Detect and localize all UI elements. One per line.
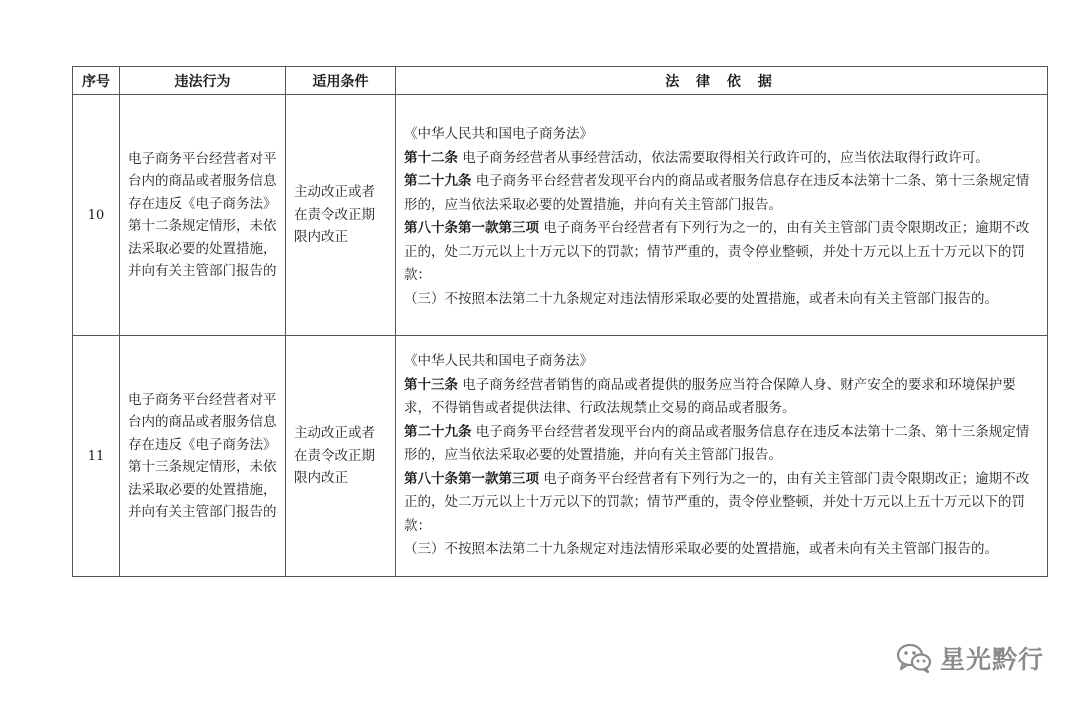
article-text: 电子商务平台经营者有下列行为之一的，由有关主管部门责令限期改正；逾期不改正的，处二万元以上十万元以下的罚款；情节严重的，责令停业整顿，并处十万元以上五十万元以下的罚款： [404,220,1030,283]
basis-paragraph [404,123,1039,147]
table-row [73,336,1048,577]
article-lead: 第十二条 [404,149,458,166]
article-lead: 第十三条 [404,376,458,393]
legal-basis [396,336,1048,577]
article-text: 电子商务经营者从事经营活动，依法需要取得相关行政许可的，应当依法取得行政许可。 [458,149,989,166]
header-violation: 违法行为 [120,67,286,95]
article-lead: 第八十条第一款第三项 [404,470,539,487]
basis-paragraph [404,147,1039,171]
basis-paragraph [404,374,1039,421]
article-text: （三）不按照本法第二十九条规定对违法情形采取必要的处置措施，或者未向有关主管部门报告的。 [404,541,998,558]
table-row [73,95,1048,336]
article-text: 《中华人民共和国电子商务法》 [404,126,593,142]
header-no: 序号 [73,67,120,95]
article-text: 电子商务平台经营者发现平台内的商品或者服务信息存在违反本法第十二条、第十三条规定情形的，应当依法采取必要的处置措施，并向有关主管部门报告。 [404,423,1030,464]
law-table [72,66,1048,577]
row-number: 11 [73,336,120,577]
article-lead: 第二十九条 [404,423,472,440]
wechat-icon [896,642,932,674]
condition-text: 主动改正或者在责令改正期限内改正 [286,336,396,577]
basis-paragraph [404,421,1039,468]
article-text: （三）不按照本法第二十九条规定对违法情形采取必要的处置措施，或者未向有关主管部门报告的。 [404,290,998,307]
basis-paragraph [404,350,1039,374]
basis-paragraph [404,170,1039,217]
basis-paragraph [404,288,1039,312]
basis-paragraph [404,468,1039,539]
row-number: 10 [73,95,120,336]
header-legal-basis: 法 律 依 据 [396,67,1048,95]
header-row [73,67,1048,95]
violation-text: 电子商务平台经营者对平台内的商品或者服务信息存在违反《电子商务法》第十三条规定情形，未依法采取必要的处置措施，并向有关主管部门报告的 [120,336,286,577]
legal-basis [396,95,1048,336]
article-text: 电子商务平台经营者发现平台内的商品或者服务信息存在违反本法第十二条、第十三条规定情形的，应当依法采取必要的处置措施，并向有关主管部门报告。 [404,173,1030,213]
article-lead: 第八十条第一款第三项 [404,220,539,236]
article-text: 电子商务平台经营者有下列行为之一的，由有关主管部门责令限期改正；逾期不改正的，处二万元以上十万元以下的罚款；情节严重的，责令停业整顿，并处十万元以上五十万元以下的罚款： [404,470,1030,534]
article-text: 《中华人民共和国电子商务法》 [404,353,593,370]
basis-paragraph [404,538,1039,562]
basis-paragraph [404,217,1039,288]
condition-text: 主动改正或者在责令改正期限内改正 [286,95,396,336]
article-text: 电子商务经营者销售的商品或者提供的服务应当符合保障人身、财产安全的要求和环境保护要求，不得销售或者提供法律、行政法规禁止交易的商品或者服务。 [404,376,1016,417]
watermark [896,640,1044,676]
violation-text: 电子商务平台经营者对平台内的商品或者服务信息存在违反《电子商务法》第十二条规定情形，未依法采取必要的处置措施，并向有关主管部门报告的 [120,95,286,336]
article-lead: 第二十九条 [404,173,472,189]
watermark-text: 星光黔行 [940,645,1045,674]
header-condition: 适用条件 [286,67,396,95]
